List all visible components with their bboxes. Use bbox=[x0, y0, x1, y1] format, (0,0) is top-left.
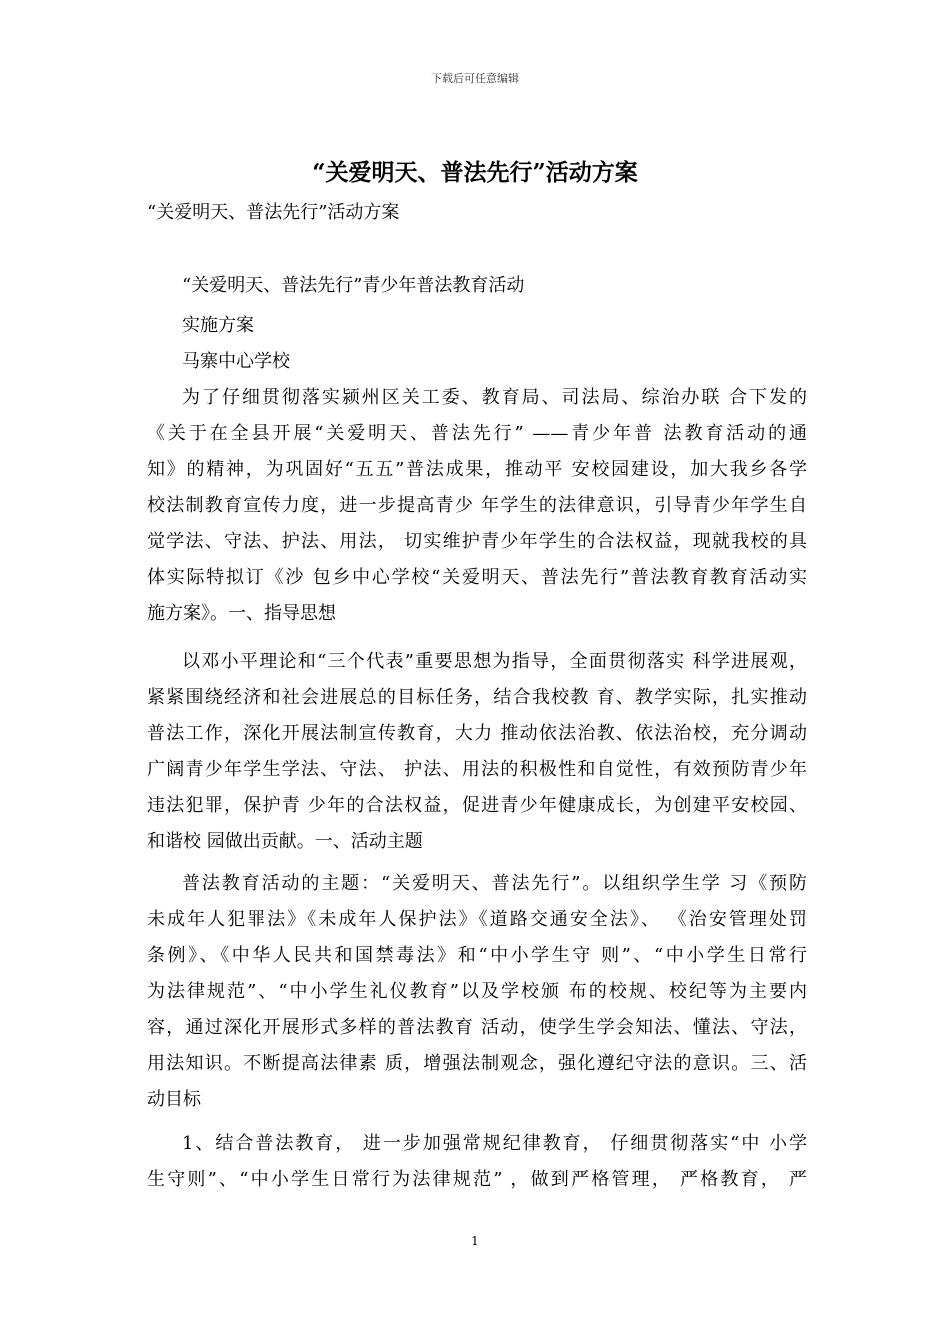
intro-line-3: 马寨中心学校 bbox=[182, 351, 290, 372]
para4-line: 1、结合普法教育， 进一步加强常规纪律教育， 仔细贯彻落实“中 小学 bbox=[182, 1133, 807, 1154]
document-title: “关爱明天、普法先行”活动方案 bbox=[312, 159, 638, 186]
para1-line: 为了仔细贯彻落实颍州区关工委、教育局、司法局、综治办联 合下发的 bbox=[182, 387, 807, 408]
para2-line: 广阔青少年学生学法、守法、 护法、用法的积极性和自觉性，有效预防青少年 bbox=[147, 759, 807, 780]
para2-line: 和谐校 园做出贡献。一、活动主题 bbox=[147, 831, 423, 852]
para3-line: 未成年人犯罪法》《未成年人保护法》《道路交通安全法》、 《治安管理处罚 bbox=[147, 909, 807, 930]
para3-line: 条例》、《中华人民共和国禁毒法》和“中小学生守 则”、“中小学生日常行 bbox=[147, 945, 807, 966]
page-number: 1 bbox=[471, 1234, 479, 1248]
para4-line: 生守则”、“中小学生日常行为法律规范” ，做到严格管理， 严格教育， 严 bbox=[147, 1169, 807, 1190]
para2-line: 紧紧围绕经济和社会进展总的目标任务，结合我校教 育、教学实际，扎实推动 bbox=[147, 687, 807, 708]
para1-line: 知》的精神，为巩固好“五五”普法成果，推动平 安校园建设，加大我乡各学 bbox=[147, 459, 807, 480]
para3-line: 容，通过深化开展形式多样的普法教育 活动，使学生学会知法、懂法、守法， bbox=[147, 1017, 807, 1038]
para1-line: 施方案》。一、指导思想 bbox=[147, 603, 336, 624]
para1-line: 体实际特拟订《沙 包乡中心学校“关爱明天、普法先行”普法教育教育活动实 bbox=[147, 567, 807, 588]
para3-line: 普法教育活动的主题：“关爱明天、普法先行”。以组织学生学 习《预防 bbox=[182, 873, 807, 894]
para3-line: 为法律规范”、“中小学生礼仪教育”以及学校颁 布的校规、校纪等为主要内 bbox=[147, 981, 807, 1002]
para3-line: 动目标 bbox=[147, 1089, 201, 1110]
intro-line-1: “关爱明天、普法先行”青少年普法教育活动 bbox=[182, 275, 525, 296]
intro-line-2: 实施方案 bbox=[182, 315, 254, 336]
para3-line: 用法知识。不断提高法律素 质，增强法制观念，强化遵纪守法的意识。三、活 bbox=[147, 1053, 807, 1074]
para2-line: 违法犯罪，保护青 少年的合法权益，促进青少年健康成长，为创建平安校园、 bbox=[147, 795, 807, 816]
para2-line: 以邓小平理论和“三个代表”重要思想为指导，全面贯彻落实 科学进展观， bbox=[182, 651, 807, 672]
para2-line: 普法工作，深化开展法制宣传教育，大力 推动依法治教、依法治校，充分调动 bbox=[147, 723, 807, 744]
header-note: 下载后可任意编辑 bbox=[431, 72, 519, 85]
para1-line: 觉学法、守法、护法、用法， 切实维护青少年学生的合法权益，现就我校的具 bbox=[147, 531, 807, 552]
para1-line: 校法制教育宣传力度，进一步提高青少 年学生的法律意识，引导青少年学生自 bbox=[147, 495, 807, 516]
document-subtitle: “关爱明天、普法先行”活动方案 bbox=[147, 202, 400, 223]
para1-line: 《关于在全县开展“关爱明天、普法先行” ——青少年普 法教育活动的通 bbox=[147, 423, 807, 444]
